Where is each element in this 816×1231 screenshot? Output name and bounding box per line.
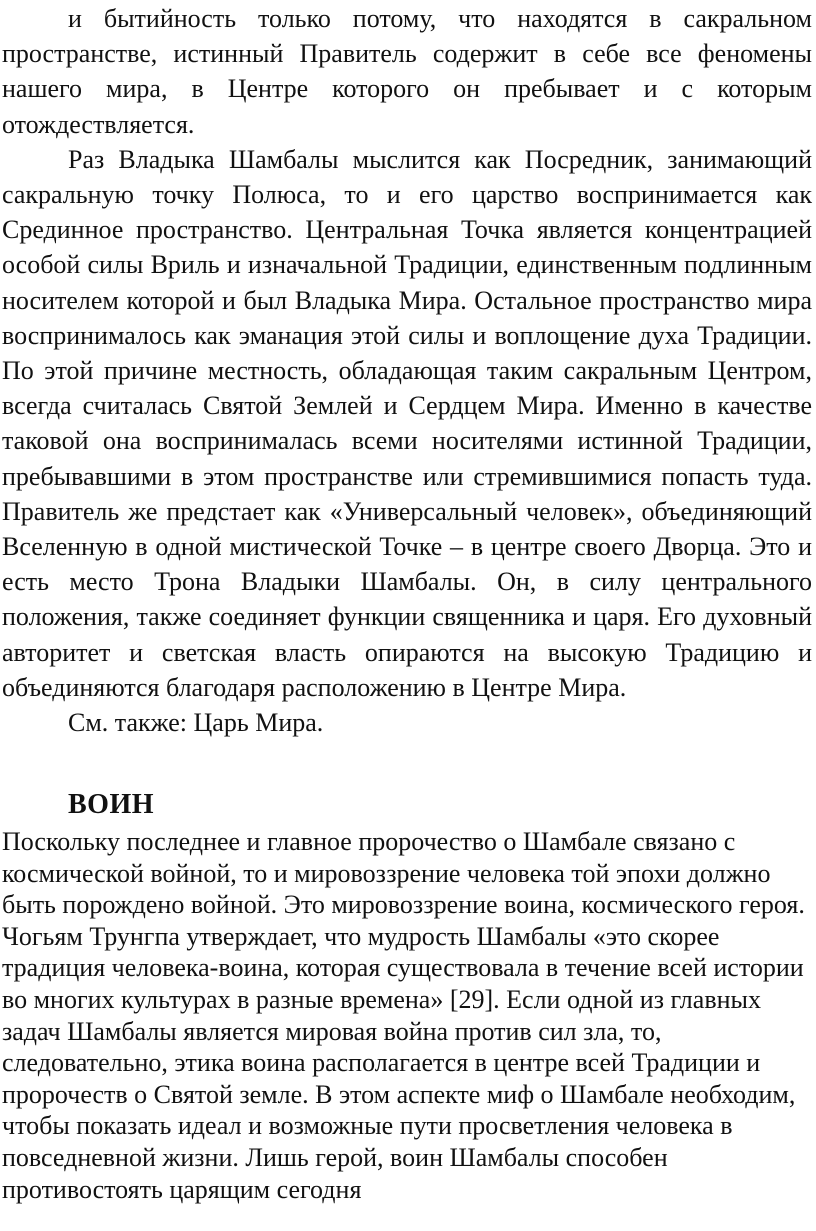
- paragraph-continued-text: и бытийность только потому, что находятся в сакральном пространстве, истинный Правитель содержит в себе все феномены нашего мира, в Центре которого он пребывает и с которым отождествляется.: [2, 4, 812, 139]
- section-heading: ВОИН: [68, 789, 155, 821]
- section-paragraph: Поскольку последнее и главное пророчество о Шамбале связано с космической войной, то и мировоззрение человека той эпохи должно быть порождено войной. Это мировоззрение воина, космического героя. Чогьям Трунгпа утверждает, что мудрость Шамбалы «это скорее традиция человека-воина, которая существовала в течение всей истории во многих культурах в разные времена» [29]. Если одной из главных задач Шамбалы является мировая война против сил зла, то, следовательно, этика воина располагается в центре всей Традиции и пророчеств о Святой земле. В этом аспекте миф о Шамбале необходим, чтобы показать идеал и возможные пути просветления человека в повседневной жизни. Лишь герой, воин Шамбалы способен противостоять царящим сегодня: [2, 827, 805, 1204]
- paragraph-main-text: Раз Владыка Шамбалы мыслится как Посредник, занимающий сакральную точку Полюса, то и его царство воспринимается как Срединное пространство. Центральная Точка является концентрацией особой силы Вриль и изначальной Традиции, единственным подлинным носителем которой и был Владыка Мира. Остальное пространство мира воспринималось как эманация этой силы и воплощение духа Традиции. По этой причине местность, обладающая таким сакральным Центром, всегда считалась Святой Землей и Сердцем Мира. Именно в качестве таковой она воспринималась всеми носителями истинной Традиции, пребывавшими в этом пространстве или стремившимися попасть туда. Правитель же предстает как «Универсальный человек», объединяющий Вселенную в одной мистической Точке – в центре своего Дворца. Это и есть место Трона Владыки Шамбалы. Он, в силу центрального положения, также соединяет функции священника и царя. Его духовный авторитет и светская власть опираются на высокую Традицию и объединяются благодаря расположению в Центре Мира.: [2, 144, 812, 702]
- paragraph-main: [2, 142, 812, 705]
- paragraph-continued: [2, 1, 812, 142]
- see-also-note: См. также: Царь Мира.: [68, 708, 324, 738]
